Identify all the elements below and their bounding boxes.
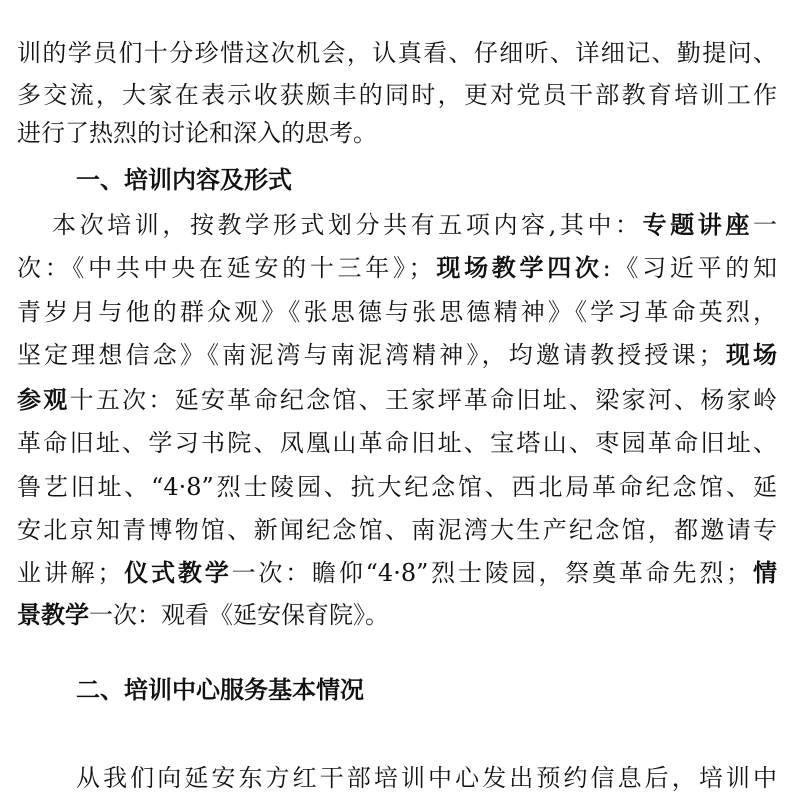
paragraph-line [17,385,777,415]
text-segment: 鲁艺旧址、“4·8”烈士陵园、抗大纪念馆、西北局革命纪念馆、延 [17,473,777,501]
text-segment: 青岁月与他的群众观》《张思德与张思德精神》《学习革命英烈， [17,298,777,326]
text-segment: :《习近平的知 [602,254,778,282]
section-heading-2 [76,675,777,705]
paragraph-line [17,297,777,327]
text-segment: 安北京知青博物馆、新闻纪念馆、南泥湾大生产纪念馆，都邀请专 [17,516,777,544]
text-segment: 坚定理想信念》《南泥湾与南泥湾精神》，均邀请教授授课； [17,341,723,369]
paragraph-line [17,253,777,283]
bold-text-segment: 二、培训中心服务基本情况 [76,676,364,704]
section-heading-1 [76,165,777,195]
text-segment: 进行了热烈的讨论和深入的思考。 [17,119,377,147]
paragraph-line [17,38,777,68]
paragraph-line [17,472,777,502]
text-segment: 训的学员们十分珍惜这次机会，认真看、仔细听、详细记、勤提问、 [17,39,777,67]
paragraph-line [17,340,777,370]
text-segment: 从我们向延安东方红干部培训中心发出预约信息后，培训中 [76,764,777,792]
text-segment: 次：《中共中央在延安的十三年》； [17,254,433,282]
paragraph-line [76,763,777,793]
text-segment: 业讲解； [17,559,122,587]
text-segment: 十五次：延安革命纪念馆、王家坪革命旧址、梁家河、杨家岭 [69,386,778,414]
bold-text-segment: 景教学 [17,601,89,629]
text-segment: 多交流，大家在表示收获颇丰的同时，更对党员干部教育培训工作 [17,81,777,109]
bold-text-segment: 现场教学四次 [432,254,603,282]
paragraph-line [17,80,777,110]
paragraph-line [17,118,777,148]
paragraph-line [17,515,777,545]
text-segment: 本次培训，按教学形式划分共有五项内容,其中： [52,211,643,239]
bold-text-segment: 情 [750,559,778,587]
paragraph-line [17,558,777,588]
bold-text-segment: 专题讲座 [642,211,753,239]
bold-text-segment: 一、培训内容及形式 [76,166,292,194]
paragraph-line [17,600,777,630]
paragraph-line [52,210,777,240]
bold-text-segment: 仪式教学 [121,559,232,587]
text-segment: 一 [753,211,777,239]
bold-text-segment: 参观 [17,386,70,414]
bold-text-segment: 现场 [722,341,778,369]
text-segment: 革命旧址、学习书院、凤凰山革命旧址、宝塔山、枣园革命旧址、 [17,429,777,457]
paragraph-line [17,428,777,458]
text-segment: 一次：观看《延安保育院》。 [89,601,389,629]
text-segment: 一次：瞻仰“4·8”烈士陵园，祭奠革命先烈； [231,559,751,587]
